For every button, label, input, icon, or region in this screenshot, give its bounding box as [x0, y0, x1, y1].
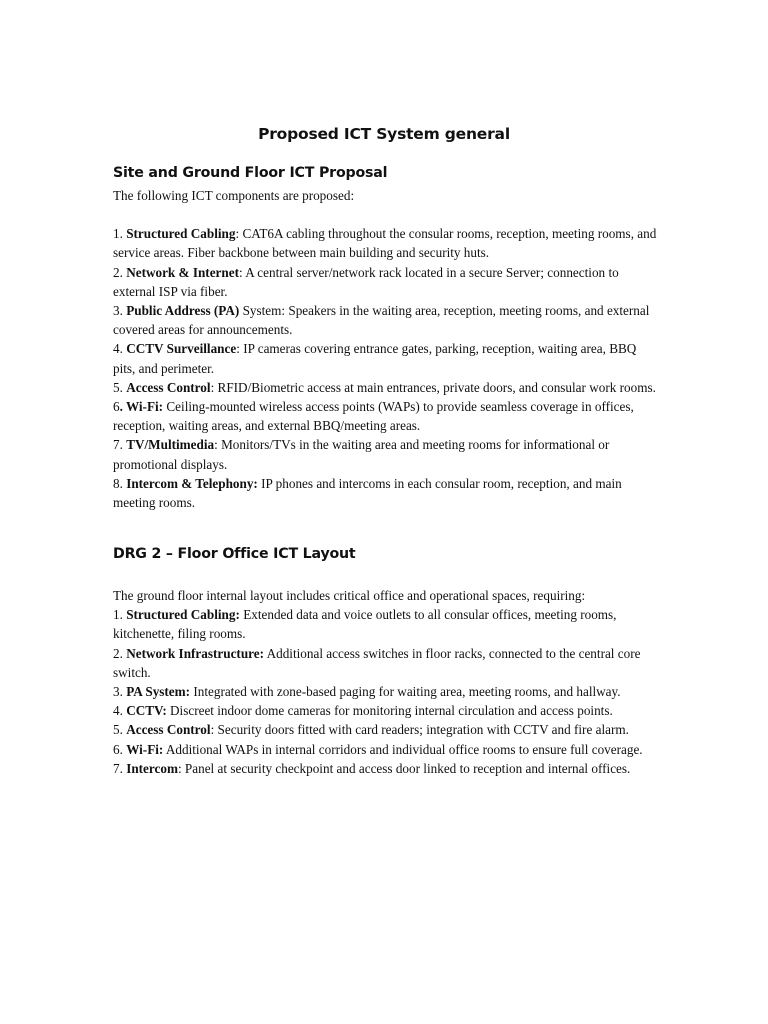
item-term: Access Control: [126, 379, 211, 395]
item-number: 5.: [113, 379, 127, 395]
list-item: [113, 378, 658, 397]
section-heading: Site and Ground Floor ICT Proposal: [113, 165, 388, 181]
item-description: CAT6A cabling throughout the consular rooms, reception, meeting rooms, and service areas. Fiber backbone between main building and security huts.: [113, 226, 657, 261]
section-heading: DRG 2 – Floor Office ICT Layout: [113, 546, 356, 562]
item-description: System: Speakers in the waiting area, reception, meeting rooms, and external covered areas for announcements.: [113, 303, 650, 338]
item-number: 5.: [113, 722, 127, 738]
item-description: A central server/network rack located in a secure Server; connection to external ISP via fiber.: [113, 264, 619, 299]
item-description: Ceiling-mounted wireless access points (WAPs) to provide seamless coverage in offices, reception, waiting areas, and external BBQ/meeting areas.: [113, 399, 634, 434]
item-separator: :: [238, 264, 246, 280]
item-term: Network & Internet: [126, 264, 239, 280]
item-term: TV/Multimedia: [126, 437, 215, 453]
item-term: CCTV:: [126, 703, 167, 719]
list-item: [113, 474, 658, 512]
item-number: 7.: [113, 760, 127, 776]
list-item: [113, 301, 658, 339]
item-description: Monitors/TVs in the waiting area and meeting rooms for informational or promotional displays.: [113, 437, 610, 472]
section-floor-office-layout: [113, 544, 658, 778]
list-item: [113, 435, 658, 473]
item-description: IP phones and intercoms in each consular room, reception, and main meeting rooms.: [113, 475, 622, 511]
section-intro: The following ICT components are proposed:: [113, 188, 355, 203]
item-number: 3.: [113, 303, 127, 319]
item-description: Integrated with zone-based paging for waiting area, meeting rooms, and hallway.: [193, 684, 621, 700]
list-item: [113, 644, 658, 682]
item-term: Structured Cabling:: [126, 607, 240, 623]
item-term: PA System:: [126, 684, 191, 700]
item-description: Panel at security checkpoint and access door linked to reception and internal offices.: [184, 760, 631, 776]
item-separator: :: [214, 437, 222, 453]
component-list: [113, 605, 658, 778]
list-item: [113, 701, 658, 720]
item-term: Access Control: [126, 722, 211, 738]
item-term: . Wi-Fi:: [119, 399, 164, 415]
item-term: Structured Cabling: [126, 226, 236, 242]
item-number: 8.: [113, 475, 127, 491]
item-description: IP cameras covering entrance gates, parking, reception, waiting area, BBQ pits, and perimeter.: [113, 341, 637, 376]
list-item: [113, 720, 658, 739]
item-separator: :: [235, 226, 243, 242]
item-number: 3.: [113, 684, 127, 700]
item-separator: :: [210, 379, 218, 395]
item-description: Extended data and voice outlets to all consular offices, meeting rooms, kitchenette, filing rooms.: [113, 607, 617, 642]
component-list: [113, 224, 658, 512]
list-item: [113, 682, 658, 701]
list-item: [113, 263, 658, 301]
section-site-ground-floor: [113, 163, 658, 512]
item-description: Additional WAPs in internal corridors and individual office rooms to ensure full coverage.: [165, 741, 643, 757]
item-description: Discreet indoor dome cameras for monitoring internal circulation and access points.: [170, 703, 613, 719]
item-separator: :: [236, 341, 244, 357]
section-intro: The ground floor internal layout includes critical office and operational spaces, requiring:: [113, 588, 586, 603]
list-item: [113, 339, 658, 377]
list-item: [113, 605, 658, 643]
list-item: [113, 740, 658, 759]
list-item: [113, 759, 658, 778]
item-description: RFID/Biometric access at main entrances, private doors, and consular work rooms.: [217, 379, 656, 395]
item-number: 6.: [113, 741, 127, 757]
item-number: 1.: [113, 607, 127, 623]
item-description: Security doors fitted with card readers; integration with CCTV and fire alarm.: [217, 722, 629, 738]
item-number: 6: [113, 399, 120, 415]
item-number: 1.: [113, 226, 127, 242]
item-number: 4.: [113, 703, 127, 719]
item-separator: :: [210, 722, 218, 738]
item-term: Public Address (PA): [126, 303, 240, 319]
document-title: Proposed ICT System general: [258, 125, 510, 143]
item-term: Intercom: [126, 760, 178, 776]
item-term: CCTV Surveillance: [126, 341, 237, 357]
item-separator: :: [177, 760, 185, 776]
list-item: [113, 224, 658, 262]
item-number: 4.: [113, 341, 127, 357]
item-number: 7.: [113, 437, 127, 453]
item-number: 2.: [113, 264, 127, 280]
item-number: 2.: [113, 645, 127, 661]
list-item: [113, 397, 658, 435]
item-description: Additional access switches in floor racks, connected to the central core switch.: [113, 645, 641, 680]
item-term: Intercom & Telephony:: [126, 475, 258, 491]
item-term: Network Infrastructure:: [126, 645, 265, 661]
item-term: Wi-Fi:: [126, 741, 164, 757]
